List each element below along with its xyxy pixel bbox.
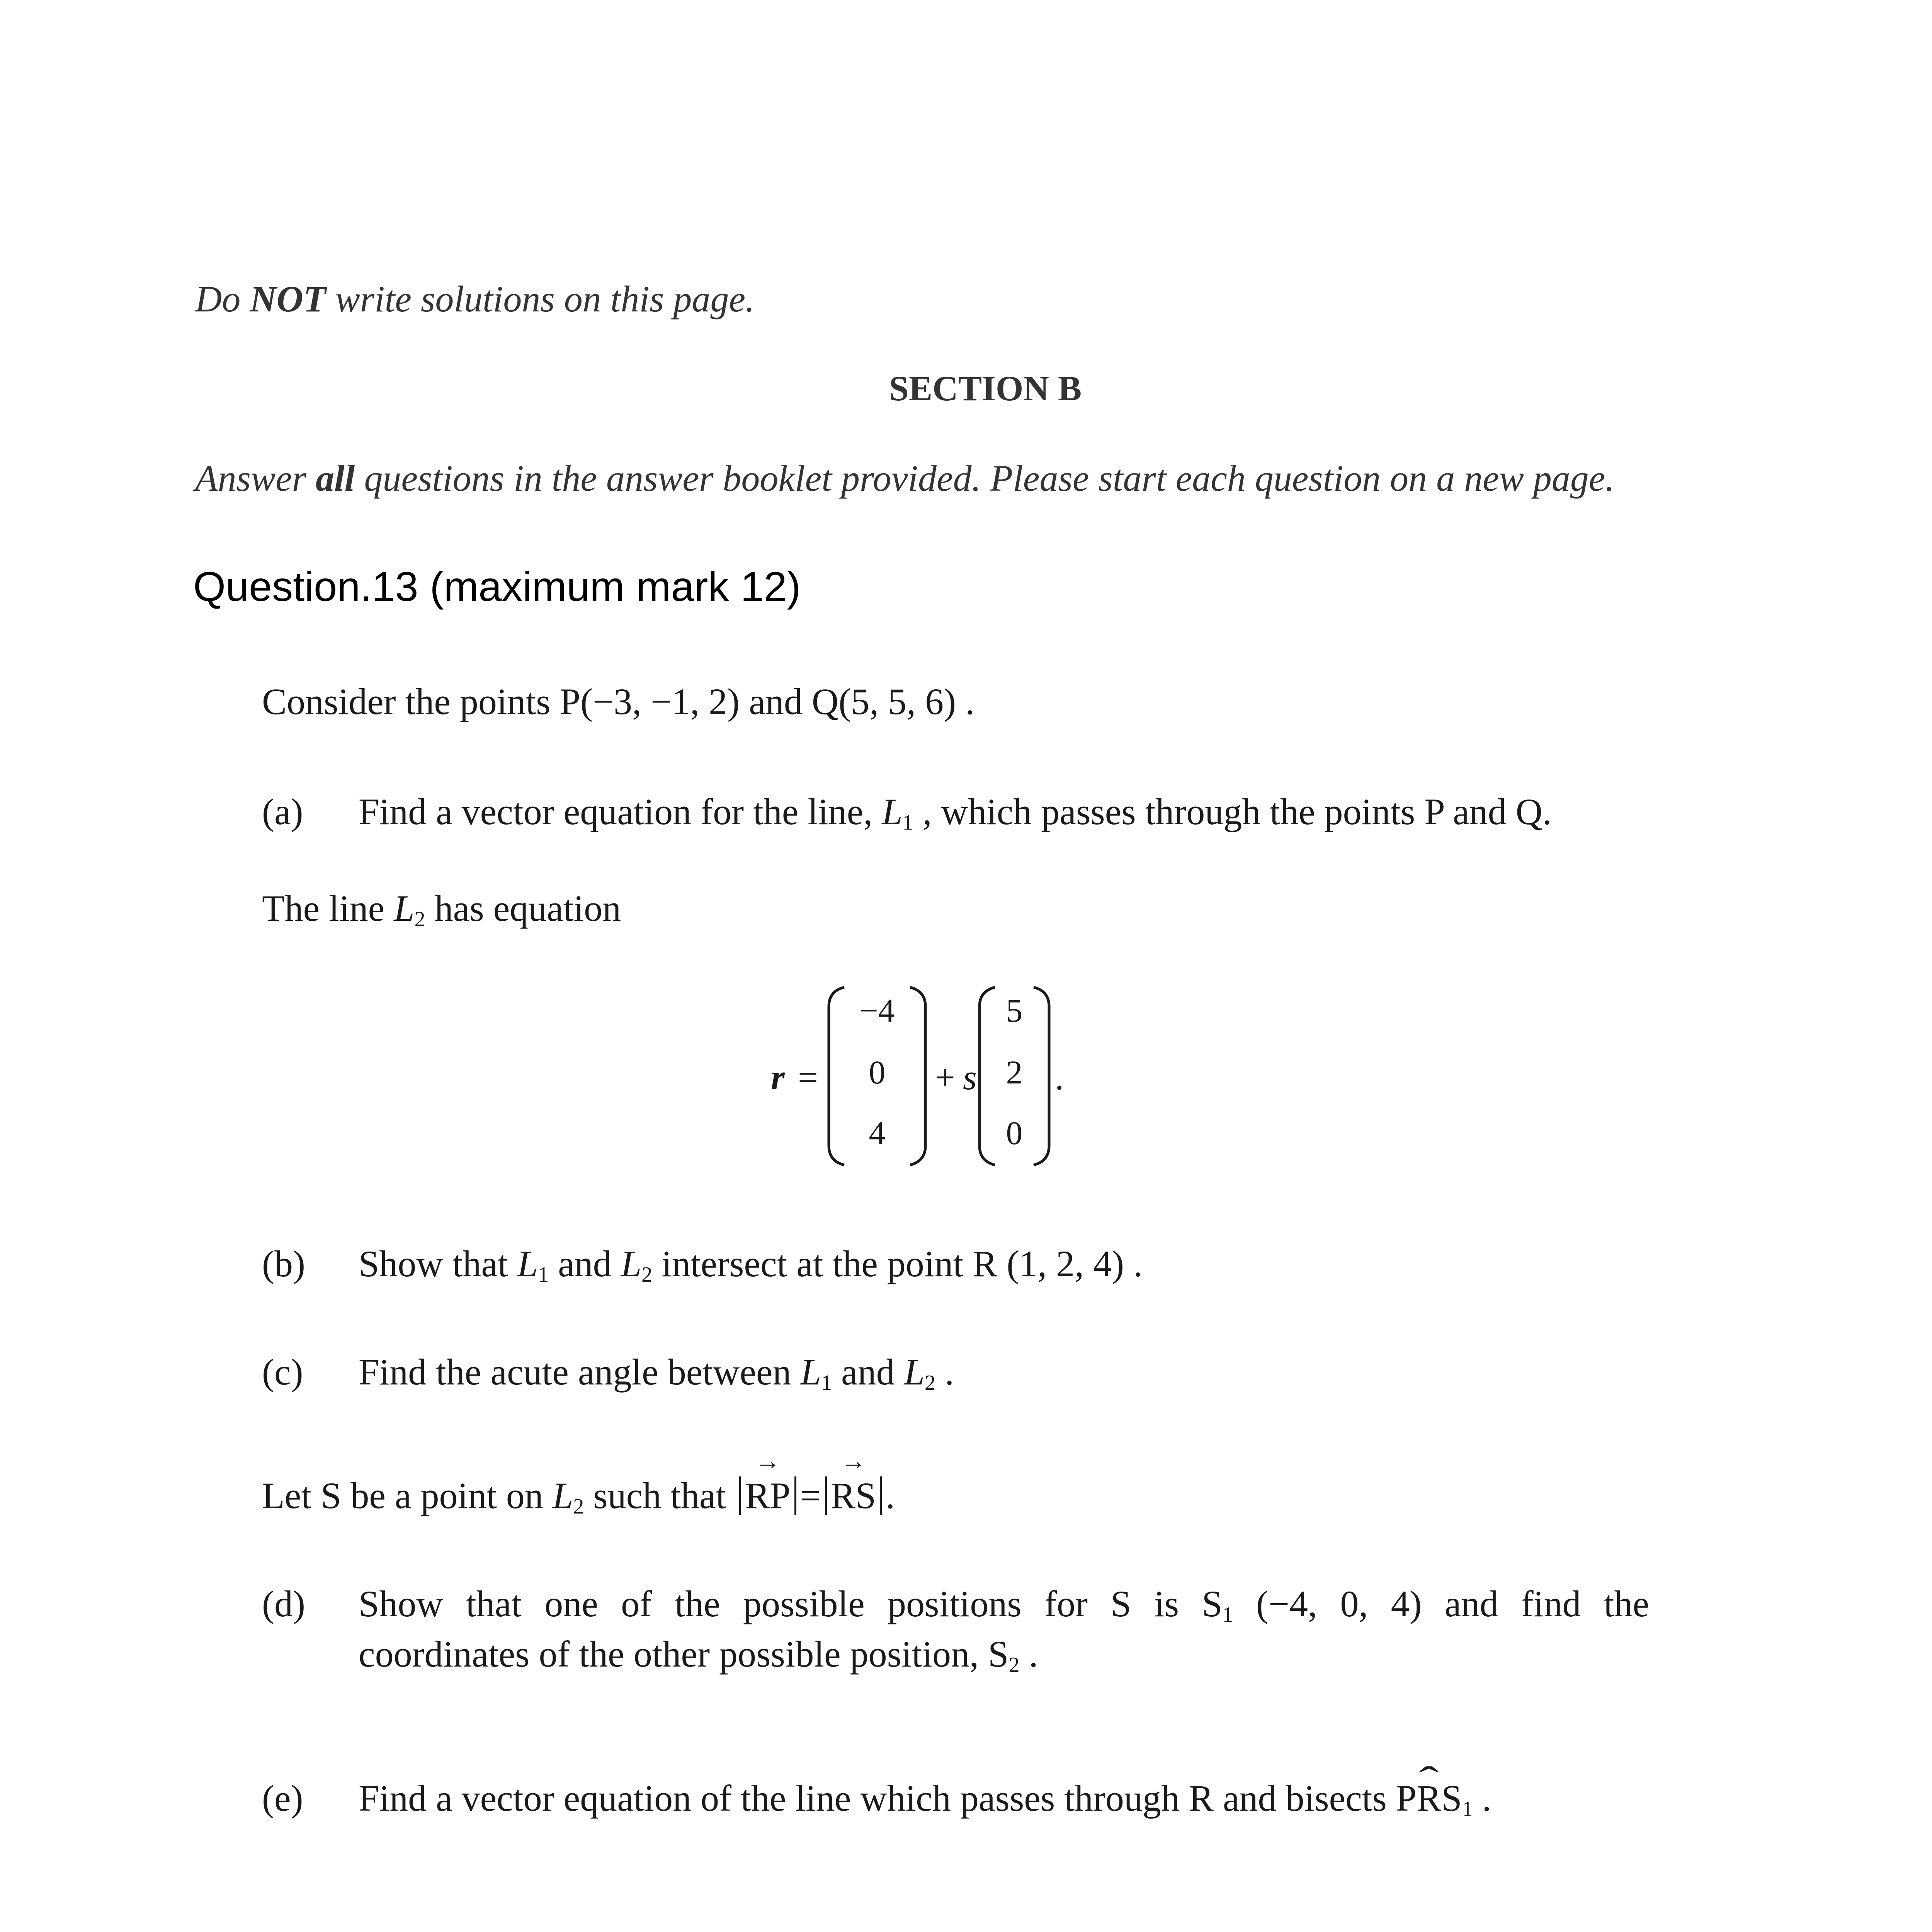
abs-bar-2 bbox=[794, 1476, 796, 1515]
part-c-l1-sub: 1 bbox=[821, 1371, 832, 1395]
instruction-prefix: Do bbox=[195, 278, 250, 320]
section-instructions-emph: all bbox=[316, 457, 355, 499]
part-b-l1: L bbox=[517, 1243, 538, 1284]
abs-bar-4 bbox=[880, 1476, 882, 1515]
part-b-l2: L bbox=[621, 1243, 642, 1284]
part-e-text bbox=[359, 1777, 1492, 1820]
section-title: SECTION B bbox=[889, 369, 1082, 408]
vector-a-entry-2: 0 bbox=[869, 1054, 886, 1091]
equation-lhs: r bbox=[771, 1058, 785, 1097]
part-a-line: L bbox=[882, 791, 903, 832]
part-b-text bbox=[359, 1242, 1143, 1285]
part-c-l2: L bbox=[904, 1351, 925, 1393]
vector-rp: → RP bbox=[745, 1474, 790, 1517]
part-d-line-2-a: coordinates of the other possible position, S bbox=[359, 1633, 1009, 1675]
equation-param: s bbox=[963, 1058, 977, 1097]
s-intro-end: . bbox=[886, 1475, 895, 1516]
l2-intro-text-2: has equation bbox=[425, 888, 621, 929]
part-e-text-1: Find a vector equation of the line which passes through R and bisects P bbox=[359, 1777, 1417, 1819]
vector-rs: → RS bbox=[831, 1474, 876, 1517]
part-c-text-2: and bbox=[832, 1351, 904, 1393]
vector-b-entry-1: 5 bbox=[1006, 992, 1023, 1029]
part-c-l2-sub: 2 bbox=[924, 1371, 935, 1395]
angle-vertex-r: ˆ R bbox=[1417, 1777, 1441, 1820]
part-b-label: (b) bbox=[262, 1243, 305, 1284]
question-heading: Question.13 (maximum mark 12) bbox=[193, 563, 801, 610]
part-a-text bbox=[359, 790, 1552, 833]
section-instructions-suffix: questions in the answer booklet provided. Please start each question on a new page. bbox=[355, 457, 1615, 499]
s-intro-text-1: Let S be a point on bbox=[262, 1475, 553, 1516]
part-d-line-2-sub: 2 bbox=[1009, 1653, 1020, 1677]
part-e-sub: 1 bbox=[1462, 1797, 1473, 1821]
vector-b-entry-2: 2 bbox=[1006, 1054, 1023, 1091]
l2-intro-line-sub: 2 bbox=[414, 907, 425, 931]
part-b-l1-sub: 1 bbox=[538, 1263, 549, 1287]
instruction-emph: NOT bbox=[250, 278, 326, 320]
part-a-text-2: , which passes through the points P and Q. bbox=[913, 791, 1552, 832]
part-d-line-2 bbox=[359, 1633, 1038, 1675]
s-intro bbox=[262, 1474, 895, 1517]
instruction-suffix: write solutions on this page. bbox=[326, 278, 755, 320]
part-c-label: (c) bbox=[262, 1351, 303, 1393]
page-instruction bbox=[195, 277, 755, 320]
equation-plus: + bbox=[935, 1058, 955, 1097]
part-c-l1: L bbox=[800, 1351, 821, 1393]
part-b-text-2: and bbox=[549, 1243, 621, 1284]
part-d-line-1 bbox=[359, 1582, 1649, 1625]
abs-bar-3 bbox=[825, 1476, 827, 1515]
l2-intro-text-1: The line bbox=[262, 888, 394, 929]
part-a-label: (a) bbox=[262, 791, 303, 832]
vector-a-entry-3: 4 bbox=[869, 1114, 886, 1151]
part-e-text-2: S bbox=[1441, 1777, 1462, 1819]
part-c-text-3: . bbox=[935, 1351, 954, 1393]
part-a-line-sub: 1 bbox=[902, 811, 913, 835]
part-d-line-1-b: (−4, 0, 4) and find the bbox=[1233, 1583, 1650, 1624]
part-c-text-1: Find the acute angle between bbox=[359, 1351, 801, 1393]
part-a-text-1: Find a vector equation for the line, bbox=[359, 791, 882, 832]
part-d-line-2-b: . bbox=[1019, 1633, 1038, 1675]
part-c-text bbox=[359, 1350, 954, 1393]
equation-end: . bbox=[1055, 1058, 1064, 1097]
abs-bar-1 bbox=[739, 1476, 741, 1515]
part-d-line-1-sub: 1 bbox=[1222, 1603, 1233, 1627]
section-instructions-prefix: Answer bbox=[195, 457, 316, 499]
question-intro: Consider the points P(−3, −1, 2) and Q(5, 5, 6) . bbox=[262, 681, 975, 722]
part-e-label: (e) bbox=[262, 1777, 303, 1819]
vector-a-entry-1: −4 bbox=[859, 992, 895, 1029]
part-e-text-3: . bbox=[1473, 1777, 1492, 1819]
vector-b-entry-3: 0 bbox=[1006, 1114, 1023, 1151]
part-b-text-1: Show that bbox=[359, 1243, 517, 1284]
l2-intro-line: L bbox=[394, 888, 415, 929]
equation-equals: = bbox=[798, 1058, 818, 1097]
s-intro-line-sub: 2 bbox=[573, 1495, 584, 1519]
part-d-label: (d) bbox=[262, 1583, 305, 1624]
s-intro-equals: = bbox=[800, 1475, 821, 1516]
part-b-l2-sub: 2 bbox=[641, 1263, 653, 1287]
s-intro-text-2: such that bbox=[584, 1475, 736, 1516]
part-b-text-3: intersect at the point R (1, 2, 4) . bbox=[652, 1243, 1143, 1284]
s-intro-line: L bbox=[552, 1475, 573, 1516]
section-instructions bbox=[195, 457, 1614, 500]
l2-intro bbox=[262, 887, 621, 930]
part-d-line-1-a: Show that one of the possible positions for S is S bbox=[359, 1583, 1223, 1624]
